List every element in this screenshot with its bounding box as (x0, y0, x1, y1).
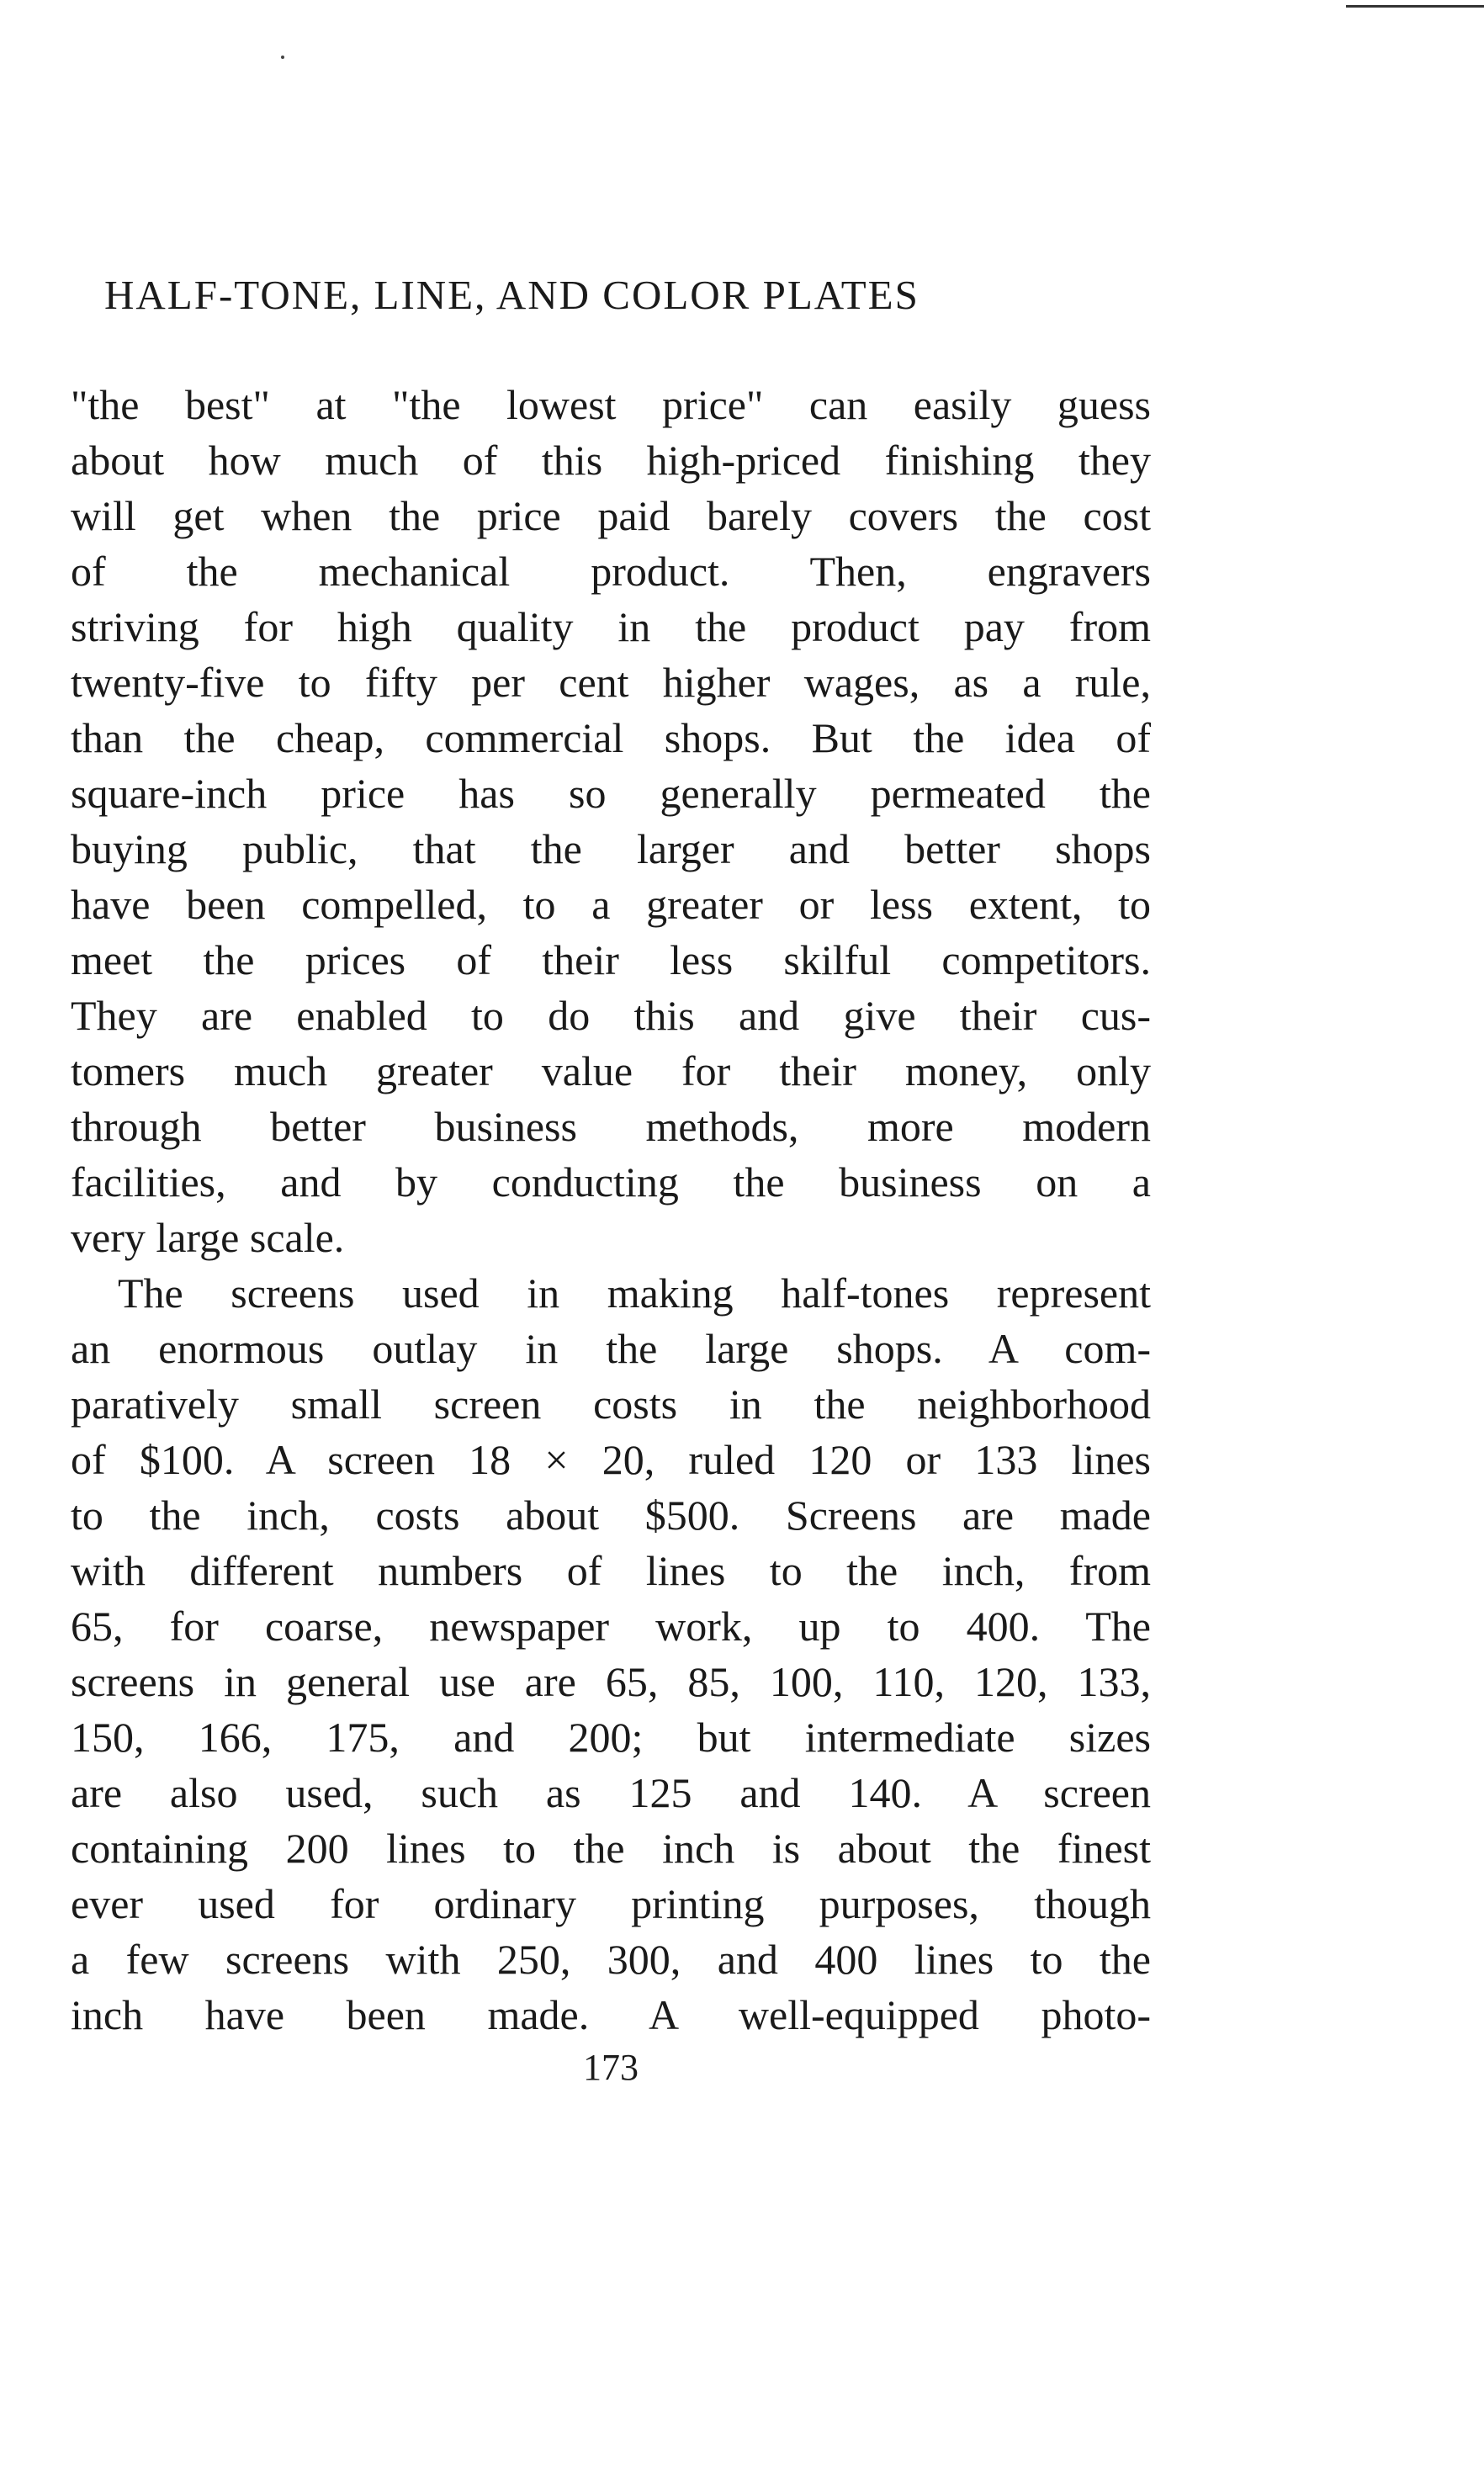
text-line: 150, 166, 175, and 200; but intermediate sizes (71, 1714, 1151, 1761)
text-line: The screens used in making half-tones represent (118, 1269, 1151, 1317)
text-line: of $100. A screen 18 × 20, ruled 120 or 133 lines (71, 1436, 1151, 1483)
text-line: screens in general use are 65, 85, 100, 110, 120, 133, (71, 1658, 1151, 1705)
text-line: tomers much greater value for their money, only (71, 1047, 1151, 1094)
text-line: about how much of this high-priced finishing they (71, 437, 1151, 484)
scan-speck (281, 56, 284, 59)
text-line: 65, for coarse, newspaper work, up to 400. The (71, 1603, 1151, 1650)
text-line: will get when the price paid barely covers the cost (71, 492, 1151, 539)
text-line: through better business methods, more modern (71, 1103, 1151, 1150)
text-line: to the inch, costs about $500. Screens are made (71, 1492, 1151, 1539)
text-line: are also used, such as 125 and 140. A screen (71, 1769, 1151, 1816)
text-line: ever used for ordinary printing purposes, though (71, 1880, 1151, 1927)
text-line: paratively small screen costs in the neighborhood (71, 1380, 1151, 1428)
text-line: meet the prices of their less skilful competitors. (71, 936, 1151, 983)
text-line: They are enabled to do this and give their cus- (71, 992, 1151, 1039)
scan-edge-rule (1346, 5, 1484, 8)
body-text (71, 377, 1151, 2043)
text-line: "the best" at "the lowest price" can easily guess (71, 381, 1151, 428)
text-line: very large scale. (71, 1214, 345, 1261)
text-line: than the cheap, commercial shops. But the idea of (71, 714, 1151, 761)
text-line: square-inch price has so generally permeated the (71, 770, 1151, 817)
text-line: twenty-five to fifty per cent higher wages, as a rule, (71, 659, 1151, 706)
running-head (0, 269, 1484, 321)
running-head-text: HALF-TONE, LINE, AND COLOR PLATES (104, 272, 920, 318)
text-line: an enormous outlay in the large shops. A com- (71, 1325, 1151, 1372)
text-line: have been compelled, to a greater or less extent, to (71, 881, 1151, 928)
text-line: of the mechanical product. Then, engravers (71, 548, 1151, 595)
text-line: inch have been made. A well-equipped photo- (71, 1991, 1151, 2038)
text-line: striving for high quality in the product pay from (71, 603, 1151, 650)
text-line: with different numbers of lines to the inch, from (71, 1547, 1151, 1594)
text-line: facilities, and by conducting the business on a (71, 1158, 1151, 1206)
page-number: 173 (583, 2047, 639, 2088)
text-line: buying public, that the larger and better shops (71, 825, 1151, 872)
text-line: a few screens with 250, 300, and 400 lines to the (71, 1936, 1151, 1983)
text-line: containing 200 lines to the inch is about the finest (71, 1825, 1151, 1872)
